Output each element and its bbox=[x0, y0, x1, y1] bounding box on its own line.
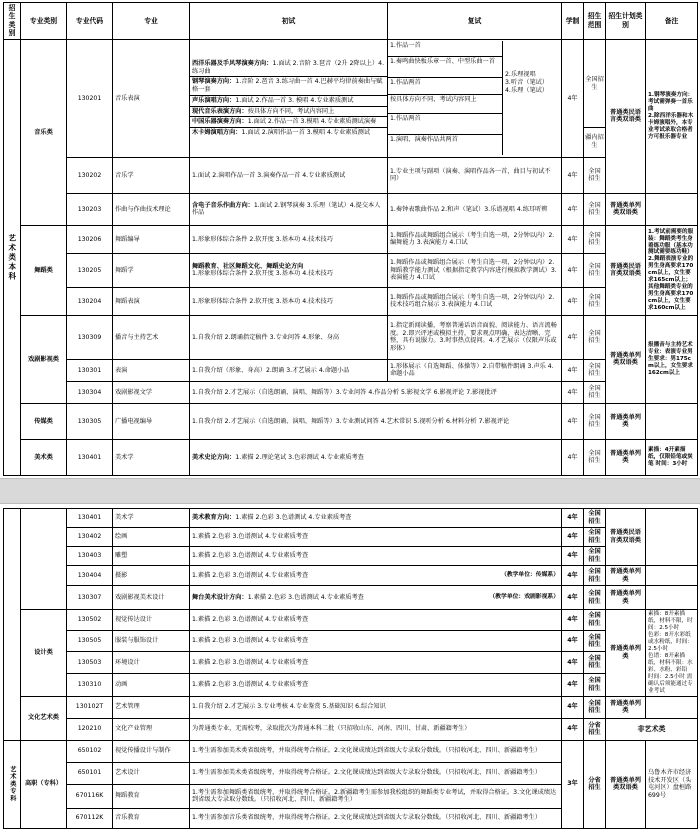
header-initial-exam: 初试 bbox=[190, 3, 388, 40]
note: 乌鲁木齐市经济技术开发区（头屯河区）盘桓路699号 bbox=[646, 740, 698, 828]
major-code: 130404 bbox=[67, 566, 113, 586]
major-code: 130304 bbox=[67, 381, 113, 403]
major-name: 艺术管理 bbox=[113, 696, 190, 718]
table-row bbox=[4, 359, 698, 381]
initial-exam: 1.考生需参加美术类省级统考，并取得统考合格证。2.文化课成绩达到省级大专录取分数线。（只招收河北、四川、新疆籍考生） bbox=[190, 740, 562, 762]
initial-item: 声乐演唱方向：1.面试 2.作品一首 3. 模唱 4.专业素质测试 bbox=[190, 95, 387, 106]
major-code: 130301 bbox=[67, 359, 113, 381]
re-item: 1.演唱、演奏作品共两首 bbox=[388, 134, 502, 155]
type-fine-art-cont bbox=[21, 509, 67, 610]
initial-exam-cell bbox=[190, 39, 388, 157]
major-name: 摄影 bbox=[113, 566, 190, 586]
note: 报播音与主持艺术专业：表演专业男生要求：男175cm以上，女生要求162cm以上 bbox=[646, 315, 698, 403]
major-name: 文化产业管理 bbox=[113, 718, 190, 740]
major-code: 120210 bbox=[67, 718, 113, 740]
type-design: 设计类 bbox=[21, 610, 67, 697]
table-row bbox=[4, 566, 698, 586]
page-separator bbox=[0, 478, 700, 504]
table-row bbox=[4, 509, 698, 528]
table-row bbox=[4, 381, 698, 403]
header-plan-type: 招生计划类别 bbox=[606, 3, 646, 40]
years: 4年 bbox=[562, 566, 584, 586]
admissions-table-part-2 bbox=[3, 508, 697, 829]
major-name: 雕塑 bbox=[113, 547, 190, 566]
years: 4年 bbox=[562, 403, 584, 439]
scope: 全国招生 bbox=[584, 225, 606, 253]
re-exam: 1.指定新闻读播，考察普通话语音面貌、阅读能力、语言流畅度。2.即兴评述或模拟主持，要求观点明确，表达清晰、完整，具有说服力。3.时事热点提问。4.才艺展示（仅限声乐或形体） bbox=[388, 315, 562, 359]
plan-type: 普通类单列类 bbox=[606, 610, 646, 697]
major-name: 美术学 bbox=[113, 439, 190, 475]
years: 4年 bbox=[562, 509, 584, 528]
header-scope: 招生范围 bbox=[584, 3, 606, 40]
major-name: 音乐学 bbox=[113, 157, 190, 193]
scope-cell: 全国招生 疆内招生 bbox=[584, 39, 606, 157]
initial-item: 中国乐器演奏方向：1.面试 2.作品一首 3.模唱 4.专业素质测试演奏 bbox=[190, 116, 387, 127]
initial-exam: 1.素描 2.色彩 3.色谱测试 4.专业素质考查 （教学单位：传媒系） bbox=[190, 566, 562, 586]
years: 4年 bbox=[562, 673, 584, 696]
scope: 全国招生 bbox=[584, 193, 606, 225]
re-exam-cell bbox=[388, 39, 562, 157]
major-name: 戏剧影视美术设计 bbox=[113, 586, 190, 610]
re-item: 1.作品两首 bbox=[388, 77, 502, 94]
plan-type: 普通类单列类 bbox=[606, 586, 646, 610]
type-vocational: 高职（专科） bbox=[21, 740, 67, 828]
initial-exam: 为普通类专业，无需校考，录取批次为普通本科二批（只招收山东、河南、四川、甘肃、新疆籍考生） bbox=[190, 718, 562, 740]
re-item: 1.奏鸣曲快板乐章一首、中型乐曲一首 bbox=[388, 56, 502, 77]
scope: 全国招生 bbox=[584, 287, 606, 315]
years: 4年 bbox=[562, 696, 584, 718]
initial-item: 现代音乐表演方向：按具体方向不同，考试内容同上 bbox=[190, 106, 387, 117]
initial-exam: 1.自我介绍 2.才艺展示 3.专业考核 4.专业鉴赏 5.基础知识 6.综合知识 bbox=[190, 696, 562, 718]
scope: 全国招生 bbox=[584, 696, 606, 718]
scope: 全国招生 bbox=[584, 610, 606, 631]
plan-type: 普通类民语言类双语类 bbox=[606, 39, 646, 193]
note bbox=[646, 509, 698, 566]
type-music: 音乐类 bbox=[21, 39, 67, 225]
major-code: 130203 bbox=[67, 193, 113, 225]
table-row bbox=[4, 403, 698, 439]
note: 素描：8开素描纸，材料不限，时间：2.5小时 色彩：8开水彩纸或水粉纸，时间：2.5小时 色谱：8开素描纸，材料不限：水彩、水粉、彩铅 时间：2.5小时 需确认后须能通过专业考试 bbox=[646, 610, 698, 697]
initial-exam: 1.素描 2.色彩 3.色谱测试 4.专业素质考查 bbox=[190, 547, 562, 566]
major-code: 130402 bbox=[67, 528, 113, 547]
table-row bbox=[4, 547, 698, 566]
table-row bbox=[4, 696, 698, 718]
table-row bbox=[4, 673, 698, 696]
years: 4年 bbox=[562, 39, 584, 157]
major-code: 130502 bbox=[67, 610, 113, 631]
major-code: 130503 bbox=[67, 652, 113, 673]
initial-item: 木卡姆演唱方向：1.面试 2.演唱作品一首 3.模唱 4.专业素质测试 bbox=[190, 127, 387, 138]
scope: 全国招生 bbox=[584, 253, 606, 287]
major-name: 动画 bbox=[113, 673, 190, 696]
initial-exam: 舞蹈教育、社区舞蹈文化、舞蹈史论方向 1.形象形体综合条件 2.软开度 3.基本功 4.技术技巧 bbox=[190, 253, 388, 287]
major-code: 130202 bbox=[67, 157, 113, 193]
years: 4年 bbox=[562, 381, 584, 403]
major-name: 舞蹈编导 bbox=[113, 225, 190, 253]
header-re-exam: 复试 bbox=[388, 3, 562, 40]
re-exam: 1.奏钟表歌曲作品 2.和声（笔试）3.乐谱视唱 4.练耳听辨 bbox=[388, 193, 562, 225]
major-code: 130310 bbox=[67, 673, 113, 696]
initial-exam: 1.形象形体综合条件 2.软开度 3.基本功 4.技术技巧 bbox=[190, 225, 388, 253]
major-code: 130505 bbox=[67, 631, 113, 652]
major-code: 130201 bbox=[67, 39, 113, 157]
major-code: 130401 bbox=[67, 439, 113, 475]
table-row bbox=[4, 287, 698, 315]
years: 4年 bbox=[562, 439, 584, 475]
table-row bbox=[4, 315, 698, 359]
years: 3年 bbox=[562, 740, 584, 828]
initial-exam: 1.素描 2.色彩 3.色谱测试 4.专业素质考查 bbox=[190, 652, 562, 673]
note: 素描：4开素描纸，仅限铅笔或炭笔 时间：3小时 bbox=[646, 439, 698, 475]
major-code: 670112K bbox=[67, 808, 113, 828]
plan-type: 普通类单列类 bbox=[606, 566, 646, 586]
major-name: 舞蹈表演 bbox=[113, 287, 190, 315]
initial-exam: 1.考生需参加音乐类省级统考，并取得统考合格证。2.文化课成绩达到省级大专录取分数线。（只招收河北、四川、新疆籍考生） bbox=[190, 808, 562, 828]
table-row bbox=[4, 193, 698, 225]
type-fine-art: 美术类 bbox=[21, 439, 67, 475]
table-row bbox=[4, 740, 698, 762]
years: 4年 bbox=[562, 315, 584, 359]
scope: 全国招生 bbox=[584, 157, 606, 193]
admissions-table-bottom bbox=[3, 508, 698, 829]
major-code: 130305 bbox=[67, 403, 113, 439]
category-art-undergrad: 艺术类本科 bbox=[4, 39, 21, 475]
major-name: 绘画 bbox=[113, 528, 190, 547]
re-item-ear-training: 3.听音（笔试） bbox=[505, 79, 549, 87]
note bbox=[646, 403, 698, 439]
admissions-table-top bbox=[3, 2, 698, 476]
major-name: 艺术设计 bbox=[113, 762, 190, 784]
initial-exam: 美术教育方向：1.素描 2.色彩 3.色谱测试 4.专业素质考查 bbox=[190, 509, 562, 528]
note bbox=[646, 193, 698, 225]
note: 1.钢琴演奏方向：考试需弹奏一首乐曲 2.除西洋乐器和木卡姆演唱外，本专业考试录取合格者方可报乐器专业 bbox=[646, 39, 698, 193]
plan-type: 普通类单列类 bbox=[606, 403, 646, 439]
table-row bbox=[4, 586, 698, 610]
table-row bbox=[4, 253, 698, 287]
years: 4年 bbox=[562, 359, 584, 381]
major-code: 130309 bbox=[67, 315, 113, 359]
initial-exam: 含电子音乐作曲方向：1.面试 2.钢琴演奏 3.乐理（笔试）4.提交本人作品 bbox=[190, 193, 388, 225]
major-code: 130102T bbox=[67, 696, 113, 718]
table-row bbox=[4, 157, 698, 193]
major-code: 650101 bbox=[67, 762, 113, 784]
table-row bbox=[4, 528, 698, 547]
table-row bbox=[4, 631, 698, 652]
scope: 全国招生 bbox=[584, 381, 606, 403]
years: 4年 bbox=[562, 631, 584, 652]
major-name: 播音与主持艺术 bbox=[113, 315, 190, 359]
re-item: 按具体方向不同，考试内容同上 bbox=[388, 94, 502, 113]
re-exam: 1.舞蹈作品或舞蹈组合展示（考生自选一项，2分钟以内）2.编舞能力 3.表演能力 4.口试 bbox=[388, 225, 562, 253]
years: 4年 bbox=[562, 586, 584, 610]
table-row bbox=[4, 225, 698, 253]
years: 4年 bbox=[562, 610, 584, 631]
years: 4年 bbox=[562, 652, 584, 673]
initial-exam: 舞台美术设计方向：1.素描 2.色彩 3.色谱测试 4.专业素质考查 （教学单位：戏剧影视系） bbox=[190, 586, 562, 610]
scope: 全国招生 bbox=[584, 673, 606, 696]
major-name: 作曲与作曲技术理论 bbox=[113, 193, 190, 225]
major-code: 130401 bbox=[67, 509, 113, 528]
note bbox=[646, 696, 698, 718]
table-row bbox=[4, 718, 698, 740]
initial-exam: 1.素描 2.色彩 3.色谱测试 4.专业素质考查 bbox=[190, 673, 562, 696]
re-exam: 1.舞蹈作品或舞蹈组合展示（考生自选一项，2分钟以内）2.技术技巧组合展示 3.表演能力 4.口试 bbox=[388, 287, 562, 315]
initial-item: 西洋乐器及手风琴演奏方向：1.面试 2.音阶 3.琶音（2升 2降以上）4.练习曲 bbox=[192, 59, 385, 75]
initial-exam: 1.自我介绍（形象、身高）2.朗诵 3.才艺展示 4.命题小品 bbox=[190, 359, 388, 381]
re-exam: 1.形体展示（自选舞蹈、体操等）2.自带稿件朗诵 3.声乐 4.命题小品 bbox=[388, 359, 562, 381]
years: 4年 bbox=[562, 157, 584, 193]
years: 4年 bbox=[562, 547, 584, 566]
exam-combined: 1.自我介绍 2.才艺展示（自选朗诵、演唱、舞蹈等）3.专业测试问答 4.艺术常识 5.视听分析 6.材料分析 7.影视评论 bbox=[190, 403, 562, 439]
scope: 全国招生 bbox=[584, 403, 606, 439]
major-name: 广播电视编导 bbox=[113, 403, 190, 439]
header-years: 学制 bbox=[562, 3, 584, 40]
years: 4年 bbox=[562, 253, 584, 287]
major-name: 舞蹈教育 bbox=[113, 784, 190, 808]
major-name: 戏剧影视文学 bbox=[113, 381, 190, 403]
admissions-table-part-1 bbox=[3, 2, 697, 476]
exam-combined: 美术史论方向：1.素描 2.理论笔试 3.色彩测试 4.专业素质考查 bbox=[190, 439, 562, 475]
scope: 全国招生 bbox=[584, 315, 606, 359]
header-row bbox=[4, 3, 698, 40]
type-dance: 舞蹈类 bbox=[21, 225, 67, 315]
scope: 分省招生 bbox=[584, 718, 606, 740]
note-non-art: 非艺术类 bbox=[606, 718, 698, 740]
major-name: 美术学 bbox=[113, 509, 190, 528]
note bbox=[646, 586, 698, 610]
header-category: 招生类别 bbox=[4, 3, 21, 40]
initial-exam: 1.素描 2.色彩 3.色谱测试 4.专业素质考查 bbox=[190, 528, 562, 547]
note bbox=[646, 566, 698, 586]
table-row bbox=[4, 439, 698, 475]
table-row bbox=[4, 652, 698, 673]
header-notes: 备注 bbox=[646, 3, 698, 40]
scope: 全国招生 bbox=[584, 652, 606, 673]
major-name: 音乐教育 bbox=[113, 808, 190, 828]
plan-type: 普通类民语言类双语类 bbox=[606, 509, 646, 566]
initial-exam: 1.面试 2.演唱作品一首 3.演奏作品一首 4.专业素质测试 bbox=[190, 157, 388, 193]
initial-exam: 1.素描 2.色彩 3.色谱测试 4.专业素质考查 bbox=[190, 610, 562, 631]
re-exam: 1.专业主项与副项（演奏、演唱作品各一首，曲目与初试不同） bbox=[388, 157, 562, 193]
major-code: 130204 bbox=[67, 287, 113, 315]
re-item-solfege: 2.乐理视唱 bbox=[505, 71, 536, 79]
scope: 全国招生 bbox=[584, 586, 606, 610]
major-name: 环境设计 bbox=[113, 652, 190, 673]
initial-exam: 1.自我介绍 2.朗诵指定稿件 3.专业问答 4.形象、身高 bbox=[190, 315, 388, 359]
major-name: 表演 bbox=[113, 359, 190, 381]
initial-exam: 1.考生需参加美术类省级统考，并取得统考合格证。2.文化课成绩达到省级大专录取分数线。（只招收河北、四川、新疆籍考生） bbox=[190, 762, 562, 784]
scope: 全国招生 bbox=[584, 509, 606, 528]
type-broadcast: 传媒类 bbox=[21, 403, 67, 439]
major-code: 670116K bbox=[67, 784, 113, 808]
scope: 全国招生 bbox=[584, 528, 606, 547]
category-art-undergrad-cont bbox=[4, 509, 21, 741]
years: 4年 bbox=[562, 718, 584, 740]
initial-item: 钢琴演奏方向：1.音阶 2.琶音 3.练习曲一首 4.巴赫平均律前奏曲与赋格一套 bbox=[190, 76, 387, 95]
initial-exam: 1.考生需参加舞蹈类省级统考，并取得统考合格证。2.新疆籍考生需参加我校组织的舞蹈类专业考试，并取得合格证。3.文化课成绩达到省级大专录取分数线。（只招收河北、四川、新疆籍考生） bbox=[190, 784, 562, 808]
initial-exam: 1.形象形体综合条件 2.软开度 3.基本功 4.技术技巧 bbox=[190, 287, 388, 315]
plan-type: 普通类单列类双语类 bbox=[606, 315, 646, 403]
plan-type: 普通类单列类双语类 bbox=[606, 193, 646, 225]
re-exam: 1.舞蹈作品或舞蹈组合展示（考生自选一项，2分钟以内）2.舞蹈教学能力测试（根据指定教学内容进行模拟教学测试）3.表演能力 4.口试 bbox=[388, 253, 562, 287]
years: 4年 bbox=[562, 287, 584, 315]
scope: 全国招生 bbox=[584, 631, 606, 652]
category-art-vocational: 艺术类专科 bbox=[4, 740, 21, 828]
major-name: 视觉传播设计与制作 bbox=[113, 740, 190, 762]
type-drama: 戏剧影视类 bbox=[21, 315, 67, 403]
major-name: 音乐表演 bbox=[113, 39, 190, 157]
scope: 全国招生 bbox=[584, 547, 606, 566]
plan-type: 普通类单列类 bbox=[606, 439, 646, 475]
initial-exam: 1.素描 2.色彩 3.色谱测试 4.专业素质考查 bbox=[190, 631, 562, 652]
major-name: 舞蹈学 bbox=[113, 253, 190, 287]
plan-type: 普通类民语言类双语类 bbox=[606, 225, 646, 315]
major-code: 130206 bbox=[67, 225, 113, 253]
re-item: 1.作品两首 bbox=[388, 113, 502, 134]
scope: 全国招生 bbox=[584, 566, 606, 586]
major-name: 服装与服饰设计 bbox=[113, 631, 190, 652]
years: 4年 bbox=[562, 225, 584, 253]
header-major: 专业 bbox=[113, 3, 190, 40]
major-code: 650102 bbox=[67, 740, 113, 762]
header-major-type: 专业类别 bbox=[21, 3, 67, 40]
table-row bbox=[4, 39, 698, 157]
header-code: 专业代码 bbox=[67, 3, 113, 40]
note: 1.考试前需要的服装：舞蹈类考生身着练功服（基本功测试需要练功鞋） 2.舞蹈表演专业的男生身高要求170cm以上，女生要求165cm以上；其他舞蹈类专业的男生身高要求170cm以上，女生要求160cm以上 bbox=[646, 225, 698, 315]
years: 4年 bbox=[562, 528, 584, 547]
major-code: 130205 bbox=[67, 253, 113, 287]
scope: 全国招生 bbox=[584, 439, 606, 475]
years: 4年 bbox=[562, 193, 584, 225]
re-item: 1.作品一首 bbox=[390, 42, 421, 50]
table-row bbox=[4, 610, 698, 631]
scope: 分省招生 bbox=[584, 740, 606, 828]
plan-type: 普通类单列类双语类 bbox=[606, 740, 646, 828]
type-culture: 文化艺术类 bbox=[21, 696, 67, 740]
major-code: 130307 bbox=[67, 586, 113, 610]
exam-combined: 1.自我介绍 2.才艺展示（自选朗诵、演唱、舞蹈等）3.专业问答 4.作品分析 5.影视文学 6.影视评论 7.影视批评 bbox=[190, 381, 562, 403]
scope: 全国招生 bbox=[584, 359, 606, 381]
plan-type: 普通类单列类 bbox=[606, 696, 646, 718]
major-code: 130403 bbox=[67, 547, 113, 566]
major-name: 视觉传达设计 bbox=[113, 610, 190, 631]
re-item-music-theory: 4.乐理（笔试） bbox=[505, 86, 549, 94]
